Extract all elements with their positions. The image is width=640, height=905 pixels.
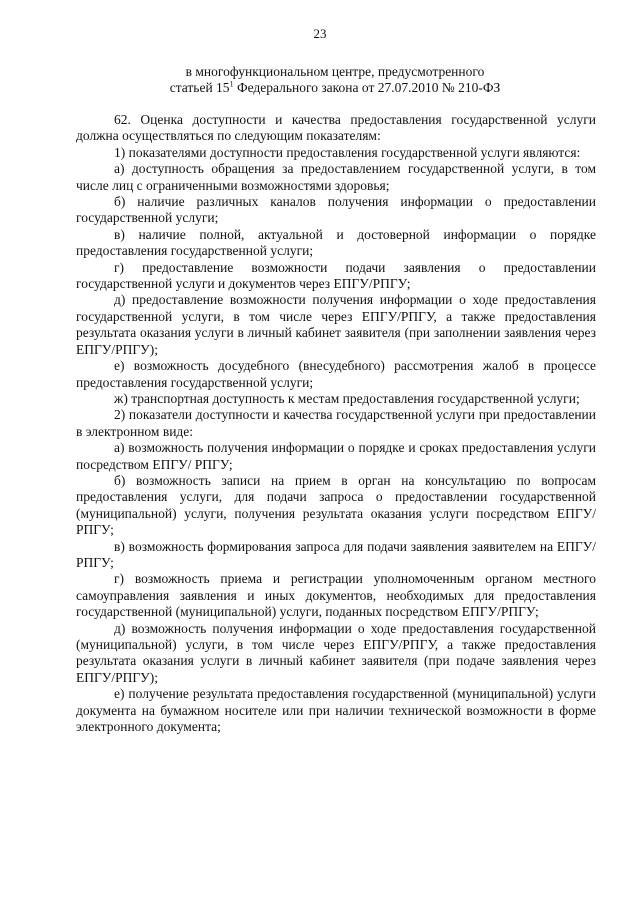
- paragraph: а) доступность обращения за предоставлением государственной услуги, в том числе лиц с ограниченными возможностями здоровья;: [76, 161, 596, 193]
- paragraph: г) возможность приема и регистрации уполномоченным органом местного самоуправления заявления и иных документов, необходимых для предоставления государственной (муниципальной) услуги, поданных посредством ЕПГУ/РПГУ;: [76, 571, 596, 620]
- paragraph: 1) показателями доступности предоставления государственной услуги являются:: [114, 144, 581, 160]
- page-number: 23: [313, 26, 327, 41]
- section-heading: [100, 64, 570, 96]
- paragraph: в) наличие полной, актуальной и достоверной информации о порядке предоставления государственной услуги;: [76, 226, 596, 259]
- paragraph: г) предоставление возможности подачи заявления о предоставлении государственной услуги и документов через ЕПГУ/РПГУ;: [76, 259, 596, 292]
- paragraph: ж) транспортная доступность к местам предоставления государственной услуги;: [114, 390, 580, 406]
- paragraph: д) предоставление возможности получения информации о ходе предоставления государственной услуги, в том числе через ЕПГУ/РПГУ, а также предоставления результата оказания услуги в личный кабинет заявителя (при заполнении заявления через ЕПГУ/РПГУ);: [76, 292, 596, 357]
- paragraph: д) возможность получения информации о ходе предоставления государственной (муниципальной) услуги, в том числе через ЕПГУ/РПГУ, а также предоставления результата оказания услуги в личный кабинет заявителя (при подаче заявления через ЕПГУ/РПГУ);: [76, 620, 596, 685]
- heading-line-2-end: Федерального закона от 27.07.2010 № 210-ФЗ: [233, 80, 501, 95]
- heading-line-2: [100, 80, 570, 96]
- paragraph: в) возможность формирования запроса для подачи заявления заявителем на ЕПГУ/РПГУ;: [76, 538, 596, 570]
- heading-line-1: в многофункциональном центре, предусмотренного: [185, 64, 485, 79]
- paragraph: 62. Оценка доступности и качества предоставления государственной услуги должна осуществляться по следующим показателям:: [76, 112, 596, 144]
- paragraph: а) возможность получения информации о порядке и сроках предоставления услуги посредством ЕПГУ/ РПГУ;: [76, 440, 596, 472]
- paragraph: е) возможность досудебного (внесудебного) рассмотрения жалоб в процессе предоставления государственной услуги;: [76, 358, 596, 390]
- document-body: [76, 112, 596, 735]
- heading-superscript: 1: [229, 79, 234, 89]
- paragraph: 2) показатели доступности и качества государственной услуги при предоставлении в электронном виде:: [76, 407, 596, 439]
- heading-line-2-start: статьей 15: [169, 80, 230, 95]
- paragraph: б) возможность записи на прием в орган на консультацию по вопросам предоставления услуги, для подачи запроса о предоставлении государственной (муниципальной) услуги, получения результата оказания услуги посредством ЕПГУ/РПГУ;: [76, 472, 596, 538]
- paragraph: б) наличие различных каналов получения информации о предоставлении государственной услуги;: [76, 194, 596, 226]
- paragraph: е) получение результата предоставления государственной (муниципальной) услуги документа на бумажном носителе или при наличии технической возможности в форме электронного документа;: [76, 686, 596, 735]
